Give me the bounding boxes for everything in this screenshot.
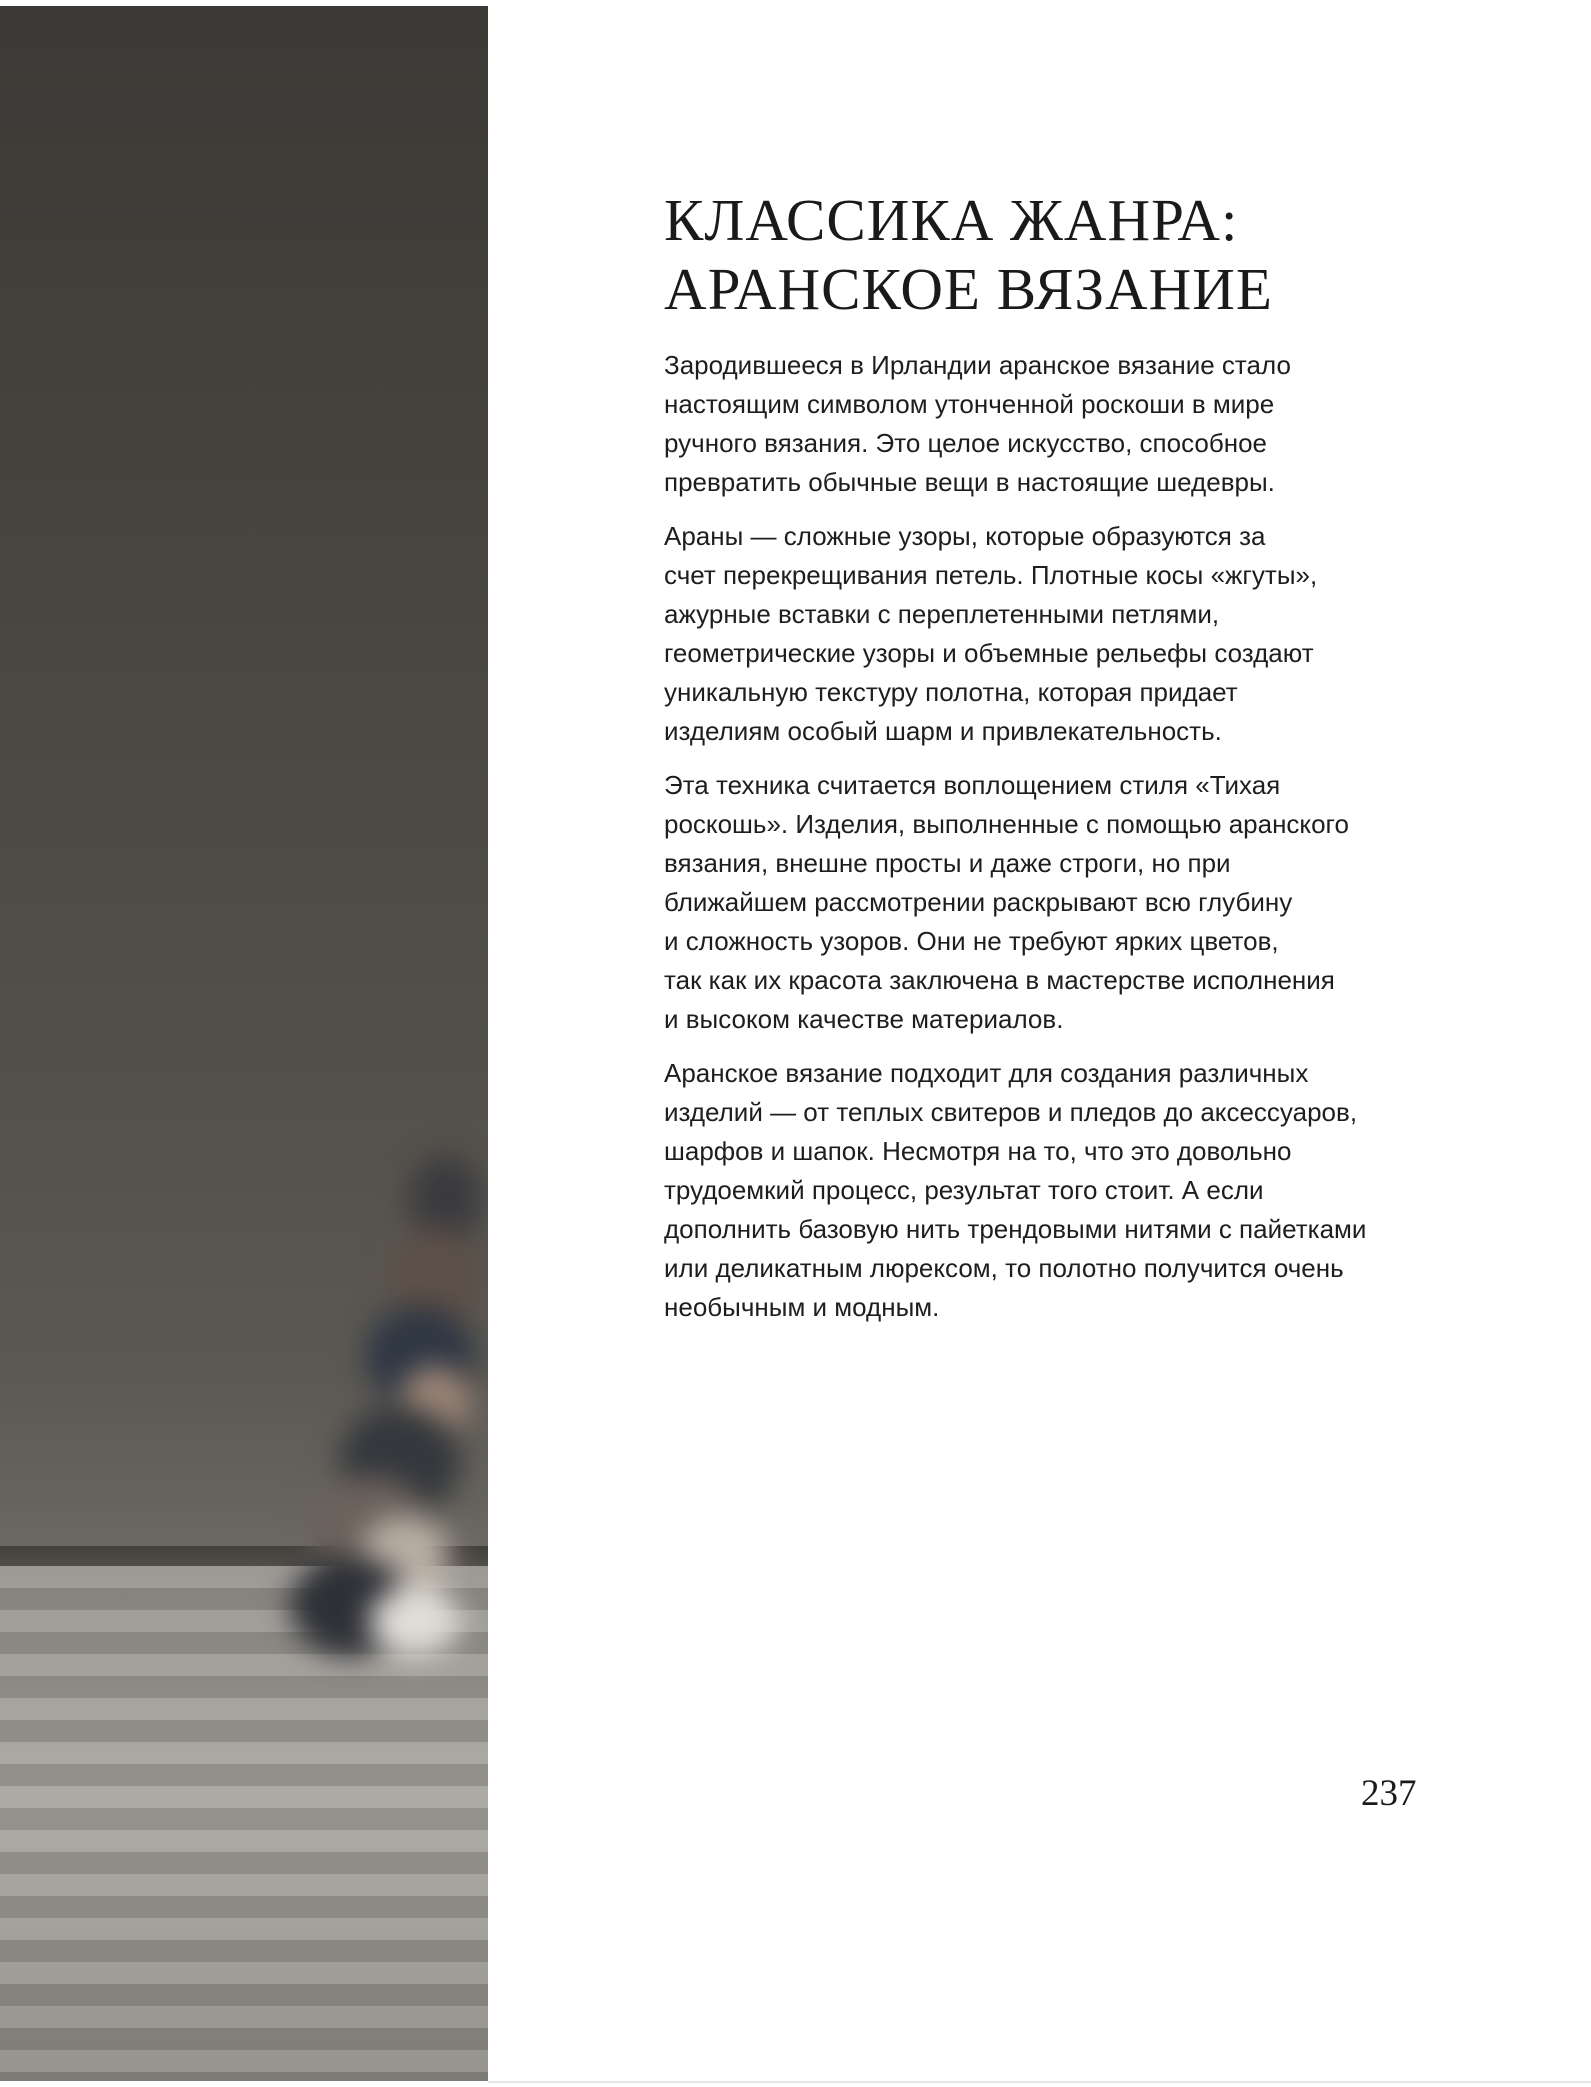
- text-line: шарфов и шапок. Несмотря на то, что это довольно: [664, 1136, 1292, 1166]
- text-line: или деликатным люрексом, то полотно получится очень: [664, 1253, 1344, 1283]
- text-line: Зародившееся в Ирландии аранское вязание стало: [664, 350, 1291, 380]
- text-line: вязания, внешне просты и даже строги, но при: [664, 848, 1231, 878]
- text-line: ручного вязания. Это целое искусство, способное: [664, 428, 1268, 458]
- text-line: и сложность узоров. Они не требуют ярких цветов,: [664, 926, 1279, 956]
- text-line: превратить обычные вещи в настоящие шедевры.: [664, 467, 1275, 497]
- text-line: геометрические узоры и объемные рельефы создают: [664, 638, 1314, 668]
- article-column: [664, 186, 1424, 1342]
- paragraph-1: [664, 346, 1424, 502]
- runway-photo: [0, 6, 488, 2081]
- text-line: изделиям особый шарм и привлекательность.: [664, 716, 1222, 746]
- photo-blurred-audience: [250, 1156, 488, 1676]
- article-body: [664, 346, 1424, 1327]
- text-line: дополнить базовую нить трендовыми нитями с пайетками: [664, 1214, 1367, 1244]
- title-line: КЛАССИКА ЖАНРА:: [664, 187, 1239, 253]
- title-line: АРАНСКОЕ ВЯЗАНИЕ: [664, 256, 1273, 322]
- text-line: ажурные вставки с переплетенными петлями,: [664, 599, 1220, 629]
- text-line: ближайшем рассмотрении раскрывают всю глубину: [664, 887, 1293, 917]
- text-line: Араны — сложные узоры, которые образуются за: [664, 521, 1266, 551]
- bottom-divider: [488, 2081, 1591, 2083]
- page-number: 237: [1361, 1773, 1417, 1814]
- text-line: изделий — от теплых свитеров и пледов до аксессуаров,: [664, 1097, 1358, 1127]
- paragraph-3: [664, 766, 1424, 1039]
- text-line: настоящим символом утонченной роскоши в мире: [664, 389, 1275, 419]
- text-line: уникальную текстуру полотна, которая придает: [664, 677, 1238, 707]
- text-line: и высоком качестве материалов.: [664, 1004, 1064, 1034]
- article-title: [664, 186, 1424, 324]
- text-line: так как их красота заключена в мастерстве исполнения: [664, 965, 1335, 995]
- text-line: Аранское вязание подходит для создания различных: [664, 1058, 1309, 1088]
- text-line: счет перекрещивания петель. Плотные косы «жгуты»,: [664, 560, 1318, 590]
- paragraph-2: [664, 517, 1424, 751]
- text-line: трудоемкий процесс, результат того стоит. А если: [664, 1175, 1264, 1205]
- text-line: Эта техника считается воплощением стиля «Тихая: [664, 770, 1281, 800]
- text-line: роскошь». Изделия, выполненные с помощью аранского: [664, 809, 1349, 839]
- paragraph-4: [664, 1054, 1424, 1327]
- text-line: необычным и модным.: [664, 1292, 940, 1322]
